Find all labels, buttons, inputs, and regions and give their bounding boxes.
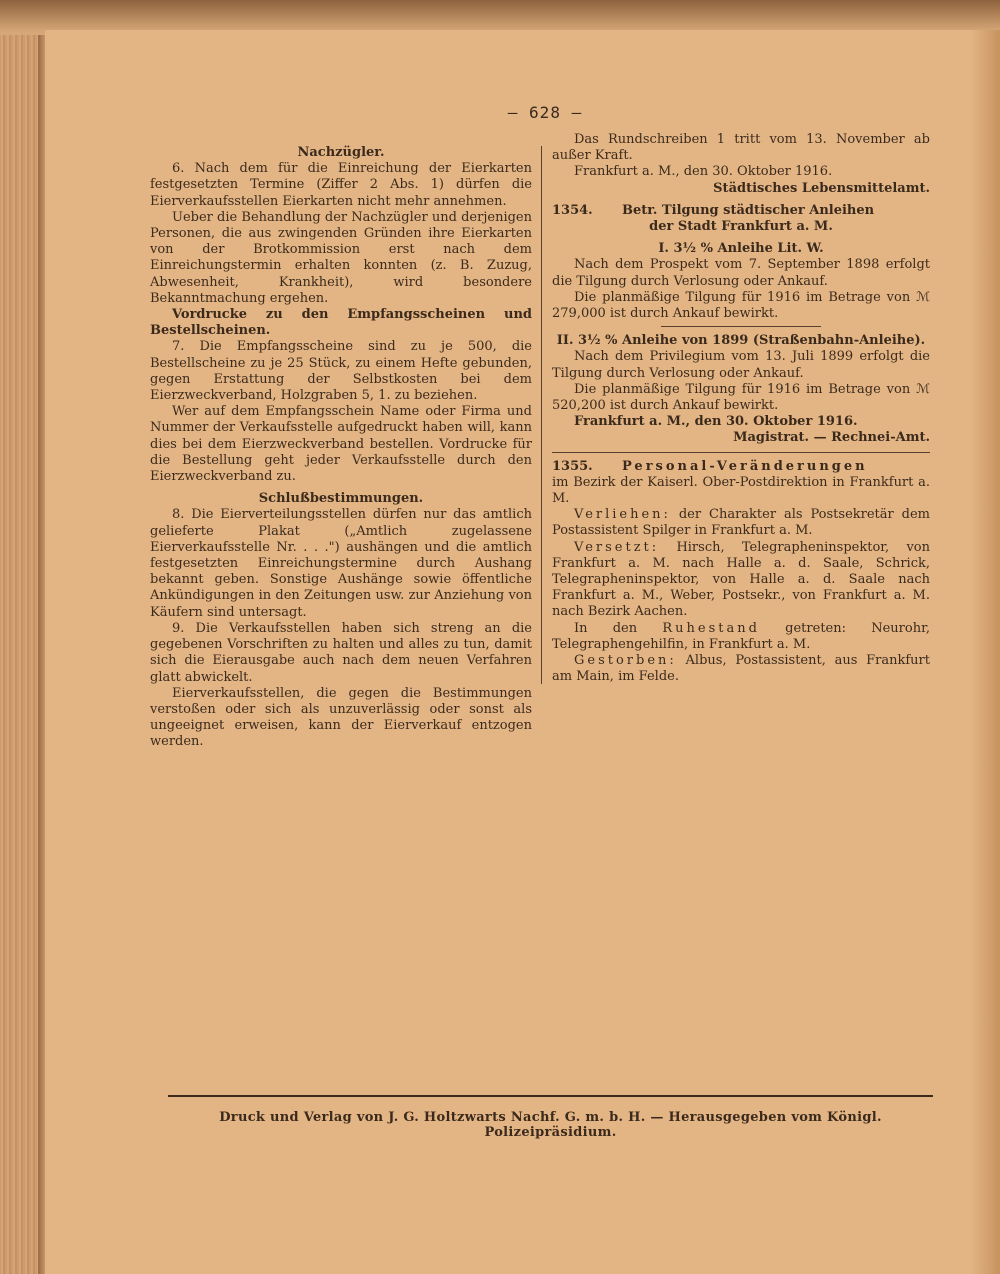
date-line-1: Frankfurt a. M., den 30. Oktober 1916. xyxy=(574,164,833,180)
signature-lebensmittelamt: Städtisches Lebensmittelamt. xyxy=(713,180,930,196)
paragraph-9b: Eierverkaufsstellen, die gegen die Bestimmungen verstoßen oder sich als unzuverlässig oder sonst als ungeeignet erweisen, kann der Eierverkauf entzogen werden. xyxy=(150,685,532,750)
heading-vordrucke: Vordrucke zu den Empfangsscheinen und Bestellscheinen. xyxy=(150,307,532,339)
paragraph-7b: Wer auf dem Empfangsschein Name oder Firma und Nummer der Verkaufsstelle aufgedruckt haben will, kann dies bei dem Eierzweckverband bestellen. Vordrucke für die Bestellung geht jeder Verkaufsstelle durch den Eierzweckverband zu. xyxy=(150,404,532,485)
signature-magistrat: Magistrat. — Rechnei-Amt. xyxy=(733,430,930,446)
separator-rule xyxy=(661,326,821,327)
notice-1355-title: Personal-Veränderungen xyxy=(622,458,868,474)
paragraph-6: 6. Nach dem für die Einreichung der Eierkarten festgesetzten Termine (Ziffer 2 Abs. 1) dürfen die Eierverkaufsstellen Eierkarten nicht mehr annehmen. xyxy=(150,161,532,209)
text-verliehen: der Charakter als Postsekretär dem Postassistent Spilger in Frankfurt a. M. xyxy=(552,507,930,539)
label-ruhestand-prefix: In den xyxy=(574,620,638,636)
loan-1-prospekt: Nach dem Prospekt vom 7. September 1898 erfolgt die Tilgung durch Verlosung oder Ankauf. xyxy=(552,257,930,289)
loan-heading-2: II. 3½ % Anleihe von 1899 (Straßenbahn-Anleihe). xyxy=(556,333,926,349)
text-gestorben: Albus, Postassistent, aus Frankfurt am Main, im Felde. xyxy=(552,653,930,685)
date-line-2: Frankfurt a. M., den 30. Oktober 1916. xyxy=(574,414,858,430)
footer-rule xyxy=(168,1095,933,1097)
left-column xyxy=(150,145,532,751)
page-stack-edge xyxy=(0,35,40,1274)
paragraph-7: 7. Die Empfangsscheine sind zu je 500, die Bestellscheine zu je 25 Stück, zu einem Hefte gebunden, gegen Erstattung der Selbstkosten bei dem Eierzweckverband, Holzgraben 5, 1. zu beziehen. xyxy=(150,339,532,404)
rundschreiben-text: Das Rundschreiben 1 tritt vom 13. November ab außer Kraft. xyxy=(552,132,930,164)
text-versetzt: Hirsch, Telegrapheninspektor, von Frankfurt a. M. nach Halle a. d. Saale, Schrick, Telegrapheninspektor, von Halle a. d. Saale nach Frankfurt a. M., Weber, Postsekr., von Frankfurt a. M. nach Bezirk Aachen. xyxy=(552,539,930,620)
paragraph-9: 9. Die Verkaufsstellen haben sich streng an die gegebenen Vorschriften zu halten und alles zu tun, damit sich die Eierausgabe auch nach dem neuen Verfahren glatt abwickelt. xyxy=(150,620,532,685)
page-right-edge xyxy=(970,30,1000,1274)
entry-versetzt xyxy=(552,540,930,621)
entry-gestorben xyxy=(552,653,930,685)
heading-nachzuegler: Nachzügler. xyxy=(297,145,385,160)
heading-schlussbestimmungen: Schlußbestimmungen. xyxy=(258,491,424,507)
paragraph-6b: Ueber die Behandlung der Nachzügler und derjenigen Personen, die aus zwingenden Gründen ihre Eierkarten von der Brotkommission erst nach dem Einreichungstermin erhalten konnten (z. B. Zuzug, Abwesenheit, Krankheit), wird besondere Bekanntmachung ergehen. xyxy=(150,209,532,306)
column-divider xyxy=(541,146,542,684)
paragraph-8: 8. Die Eierverteilungsstellen dürfen nur das amtlich gelieferte Plakat („Amtlich zugelassene Eierverkaufsstelle Nr. . . .") aushängen und die amtlich festgesetzten Einreichungstermine durch Aushang bekannt geben. Sonstige Aushänge sowie öffentliche Ankündigungen in den Zeitungen usw. zur Anziehung von Käufern sind untersagt. xyxy=(150,507,532,620)
footer-imprint: Druck und Verlag von J. G. Holtzwarts Nachf. G. m. b. H. — Herausgegeben vom Königl. Polizeipräsidium. xyxy=(219,1110,882,1140)
notice-number-1355: 1355. xyxy=(552,458,593,474)
text-ruhestand: getreten: Neurohr, Telegraphengehilfin, in Frankfurt a. M. xyxy=(552,620,930,652)
label-gestorben: Gestorben: xyxy=(574,653,677,669)
label-versetzt: Versetzt: xyxy=(574,539,660,555)
loan-heading-1: I. 3½ % Anleihe Lit. W. xyxy=(658,241,824,257)
notice-1354-title: Betr. Tilgung städtischer Anleihen xyxy=(622,202,875,218)
notice-number-1354: 1354. xyxy=(552,202,593,218)
book-top-shadow xyxy=(0,0,1000,32)
label-ruhestand: Ruhestand xyxy=(662,620,760,636)
notice-1354-subtitle: der Stadt Frankfurt a. M. xyxy=(649,219,833,235)
entry-ruhestand xyxy=(552,621,930,653)
label-verliehen: Verliehen: xyxy=(574,507,671,523)
right-column xyxy=(552,132,930,686)
notice-1355-heading xyxy=(552,459,930,475)
loan-2-privilegium: Nach dem Privilegium vom 13. Juli 1899 erfolgt die Tilgung durch Verlosung oder Ankauf. xyxy=(552,349,930,381)
page-number: — 628 — xyxy=(507,103,583,122)
notice-1355-subtitle: im Bezirk der Kaiserl. Ober-Postdirektion in Frankfurt a. M. xyxy=(552,474,930,507)
notice-1354-heading xyxy=(552,203,930,219)
section-rule xyxy=(552,452,930,453)
loan-2-tilgung: Die planmäßige Tilgung für 1916 im Betrage von ℳ 520,200 ist durch Ankauf bewirkt. xyxy=(552,381,930,414)
loan-1-tilgung: Die planmäßige Tilgung für 1916 im Betrage von ℳ 279,000 ist durch Ankauf bewirkt. xyxy=(552,289,930,322)
entry-verliehen xyxy=(552,507,930,539)
